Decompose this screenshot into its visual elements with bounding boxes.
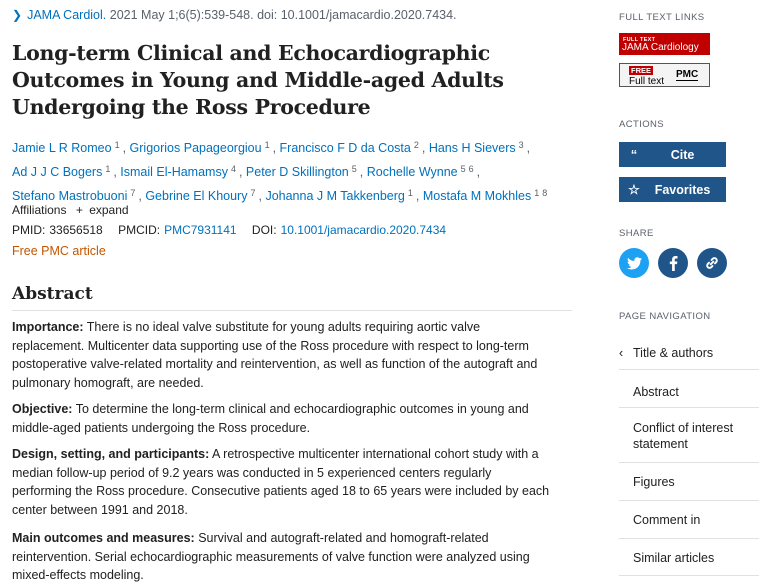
pmc-logo-free: FREE [631,66,652,75]
author-name: Hans H Sievers [428,141,516,155]
citation-details: 2021 May 1;6(5):539-548. doi: 10.1001/jamacardio.2020.7434. [109,8,457,22]
full-text-links-heading: FULL TEXT LINKS [619,12,705,23]
author-separator: , [415,189,423,203]
abstract-section-text: Survival and autograft-related and homograft-related reintervention. Serial echocardiographic measurements of valve function were analyzed using mixed-effects modeling. [12,531,530,583]
affiliation-number[interactable]: 1 [114,140,120,150]
page-nav-item-title-authors[interactable] [619,345,759,361]
page-nav-label: Comment in [633,513,701,527]
abstract-design [12,445,552,520]
favorites-button-label: Favorites [654,182,711,197]
pmid-label: PMID: [12,223,46,237]
affiliation-number[interactable]: 2 [413,140,419,150]
affiliation-number[interactable]: 1 [407,188,413,198]
chevron-left-icon: ‹ [619,346,624,360]
author-separator: , [238,165,246,179]
abstract-heading: Abstract [12,284,93,304]
author-name: Ismail El-Hamamsy [120,165,228,179]
quote-icon: “ [630,147,638,162]
affiliations-expand-button[interactable]: expand [89,203,129,217]
abstract-section-text: There is no ideal valve substitute for young adults requiring aortic valve replacement. Multicenter data supporting use of the Ross procedure with respect to long-term postoperative valve-related mortality and reintervention, as well as function of the autograft and pulmonary homograft, are needed. [12,320,538,391]
author-name: Francisco F D da Costa [279,141,411,155]
author-link[interactable] [12,189,138,203]
twitter-icon [627,257,642,270]
plus-icon[interactable]: + [75,203,83,217]
author-name: Jamie L R Romeo [12,141,112,155]
free-pmc-badge: Free PMC article [12,244,106,258]
page-navigation-heading: PAGE NAVIGATION [619,311,711,322]
author-separator: , [258,189,266,203]
abstract-section-label: Importance: [12,320,84,334]
affiliation-number[interactable]: 3 [518,140,524,150]
page-nav-item-figures[interactable] [619,462,759,500]
article-title: Long-term Clinical and Echocardiographic Outcomes in Young and Middle-aged Adults Undergoing the Ross Procedure [12,41,504,119]
affiliation-number[interactable]: 1 [105,164,111,174]
author-name: Mostafa M Mokhles [422,189,532,203]
page-nav-label: Similar articles [633,551,715,565]
author-name: Peter D Skillington [245,165,349,179]
author-affiliation-numbers[interactable] [414,140,422,150]
affiliation-number[interactable]: 4 [230,164,236,174]
affiliation-number[interactable]: 5 [460,164,466,174]
author-separator: , [476,165,481,179]
pmc-logo-full-text: Full text [629,76,665,87]
abstract-section-text: To determine the long-term clinical and echocardiographic outcomes in young and middle-aged patients undergoing the Ross procedure. [12,402,529,435]
author-link[interactable] [265,189,415,203]
abstract-section-label: Design, setting, and participants: [12,447,210,461]
abstract-section-text: A retrospective multicenter international cohort study with a median follow-up period of 9.2 years was conducted in 5 experienced centers regularly performing the Ross procedure. Consecutive patients aged 18 to 65 years were included by each center between 1991 and 2018. [12,447,550,518]
author-link[interactable] [12,141,123,155]
author-separator: , [113,165,121,179]
pmcid-link[interactable]: PMC7931141 [164,223,237,237]
pmc-full-text-logo-link[interactable] [619,63,710,87]
citation-line [12,8,457,22]
author-link[interactable] [120,165,239,179]
page-nav-label: Title & authors [633,346,714,360]
author-list [12,135,572,207]
author-link[interactable] [12,165,113,179]
author-link[interactable] [145,189,258,203]
author-affiliation-numbers[interactable] [265,140,273,150]
author-name: Rochelle Wynne [366,165,458,179]
doi-label: DOI: [251,223,277,237]
identifiers-row [12,223,446,237]
author-name: Grigorios Papageorgiou [129,141,262,155]
pmc-logo-pmc: PMC [676,69,699,80]
author-name: Gebrine El Khoury [145,189,248,203]
page-nav-item-similar-articles[interactable] [619,538,759,576]
actions-heading: ACTIONS [619,119,665,130]
author-affiliation-numbers[interactable] [519,140,527,150]
author-link[interactable] [367,165,477,179]
facebook-icon [669,256,678,271]
author-affiliation-numbers[interactable] [352,164,360,174]
author-separator: , [359,165,367,179]
share-heading: SHARE [619,228,654,239]
affiliations-label: Affiliations [12,203,67,217]
twitter-share-button[interactable] [619,248,649,278]
affiliation-number[interactable]: 1 [534,188,540,198]
cite-button-label: Cite [670,147,695,162]
abstract-section-label: Objective: [12,402,73,416]
abstract-objective [12,400,552,437]
affiliation-number[interactable]: 5 [351,164,357,174]
facebook-share-button[interactable] [658,248,688,278]
pmid-value: 33656518 [49,223,103,237]
abstract-divider [12,310,572,311]
author-link[interactable] [280,141,422,155]
affiliation-number[interactable]: 1 [264,140,270,150]
pmcid-label: PMCID: [118,223,161,237]
page-nav-label: Abstract [633,385,679,399]
page-nav-label: Figures [633,475,675,489]
journal-link[interactable]: JAMA Cardiol. [27,8,107,22]
page-nav-item-conflict-of-interest[interactable] [619,407,759,462]
affiliations-row [12,203,129,217]
jama-logo-name: JAMA Cardiology [622,42,699,53]
permalink-share-button[interactable] [697,248,727,278]
page-nav-label: Conflict of interest statement [633,421,734,451]
page-nav-item-comment-in[interactable] [619,500,759,538]
author-affiliation-numbers[interactable] [408,188,416,198]
author-name: Ad J J C Bogers [12,165,103,179]
author-separator: , [272,141,280,155]
author-link[interactable] [429,141,527,155]
author-affiliation-numbers[interactable] [115,140,123,150]
affiliation-number[interactable]: 7 [250,188,256,198]
doi-link[interactable]: 10.1001/jamacardio.2020.7434 [280,223,447,237]
author-link[interactable] [246,165,360,179]
author-separator: , [421,141,429,155]
author-separator: , [122,141,130,155]
link-icon [705,256,719,270]
abstract-outcomes [12,529,552,585]
affiliation-number[interactable]: 8 [542,188,548,198]
favorites-button[interactable] [619,177,726,202]
page-nav-item-abstract[interactable] [619,369,759,407]
star-icon: ☆ [628,181,640,197]
jama-cardiology-logo-link[interactable] [619,33,710,55]
affiliation-number[interactable]: 7 [130,188,136,198]
author-link[interactable] [423,189,550,203]
abstract-importance [12,318,552,393]
affiliation-number[interactable]: 6 [468,164,474,174]
chevron-right-icon: ❯ [12,8,23,22]
author-link[interactable] [130,141,273,155]
author-affiliation-numbers[interactable] [231,164,239,174]
author-name: Stefano Mastrobuoni [12,189,128,203]
author-affiliation-numbers[interactable] [461,164,477,174]
author-separator: , [526,141,531,155]
author-name: Johanna J M Takkenberg [265,189,405,203]
author-affiliation-numbers[interactable] [534,188,550,198]
author-separator: , [138,189,146,203]
cite-button[interactable] [619,142,726,167]
abstract-section-label: Main outcomes and measures: [12,531,195,545]
jama-logo-top-text: FULL TEXT [623,37,656,43]
